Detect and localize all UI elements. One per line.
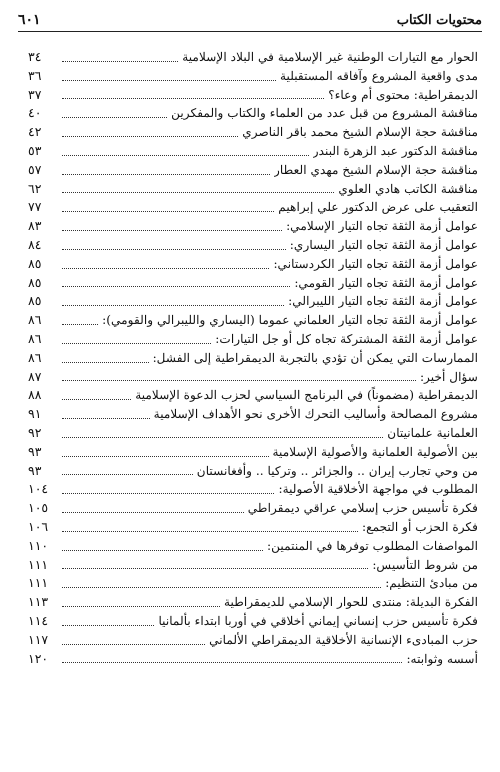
toc-entry-title: الديمقراطية: محتوى أم وعاء؟ bbox=[328, 87, 478, 102]
toc-entry-title: حزب المبادىء الإنسانية الأخلاقية الديمقراطي الألماني bbox=[209, 632, 478, 647]
dot-leader bbox=[62, 276, 290, 287]
toc-entry bbox=[28, 593, 478, 612]
toc-entry-title: فكرة تأسيس حزب إنساني إيماني أخلاقي في أوربا ابتداء بألمانيا bbox=[158, 613, 478, 628]
toc-entry-title: الممارسات التي يمكن أن تؤدي بالتجربة الديمقراطية إلى الفشل: bbox=[152, 350, 478, 365]
toc-entry bbox=[28, 236, 478, 255]
dot-leader bbox=[62, 220, 282, 231]
toc-entry bbox=[28, 349, 478, 368]
header-rule bbox=[18, 31, 482, 32]
dot-leader bbox=[62, 615, 154, 626]
dot-leader bbox=[62, 483, 274, 494]
dot-leader bbox=[62, 577, 381, 588]
toc-entry bbox=[28, 330, 478, 349]
toc-entry-page: ١٠٦ bbox=[28, 518, 49, 534]
header-title: محتويات الكتاب bbox=[396, 13, 482, 28]
toc-entry-page: ٩٣ bbox=[28, 462, 42, 478]
toc-entry bbox=[28, 311, 478, 330]
toc-entry bbox=[28, 104, 478, 123]
toc-entry bbox=[28, 499, 478, 518]
toc-entry bbox=[28, 48, 478, 67]
toc-entry bbox=[28, 255, 478, 274]
dot-leader bbox=[62, 502, 244, 513]
toc-entry bbox=[28, 86, 478, 105]
toc-entry-page: ٨٣ bbox=[28, 218, 42, 234]
toc-entry bbox=[28, 480, 478, 499]
toc-entry bbox=[28, 123, 478, 142]
dot-leader bbox=[62, 333, 211, 344]
toc-entry-page: ١١١ bbox=[28, 556, 49, 572]
toc-entry-page: ١٠٥ bbox=[28, 500, 49, 516]
dot-leader bbox=[62, 70, 276, 81]
toc-entry-page: ٨٥ bbox=[28, 274, 42, 290]
dot-leader bbox=[62, 201, 274, 212]
dot-leader bbox=[62, 464, 193, 475]
toc-entry-title: عوامل أزمة الثقة تجاه التيار الكردستاني: bbox=[273, 256, 478, 271]
dot-leader bbox=[62, 295, 284, 306]
toc-entry bbox=[28, 537, 478, 556]
toc-entry-page: ٥٧ bbox=[28, 161, 42, 177]
toc-entry-page: ٩٣ bbox=[28, 443, 42, 459]
toc-entry-page: ٨٦ bbox=[28, 349, 42, 365]
toc-entry-title: مناقشة الكاتب هادي العلوي bbox=[338, 181, 478, 196]
toc-entry-page: ١١٤ bbox=[28, 612, 49, 628]
toc-entry-title: عوامل أزمة الثقة تجاه التيار الإسلامي: bbox=[286, 219, 478, 234]
toc-entry-title: مناقشة المشروع من قبل عدد من العلماء والكتاب والمفكرين bbox=[171, 106, 478, 121]
toc-entry bbox=[28, 368, 478, 387]
toc-entry-title: مدى واقعية المشروع وآفاقه المستقبلية bbox=[279, 68, 478, 83]
toc-entry-page: ١١٣ bbox=[28, 594, 49, 610]
dot-leader bbox=[62, 88, 324, 99]
toc-entry bbox=[28, 574, 478, 593]
dot-leader bbox=[62, 352, 149, 363]
toc-entry-title: من مبادئ التنظيم: bbox=[385, 576, 478, 591]
toc-entry-title: عوامل أزمة الثقة المشتركة تجاه كل أو جل التيارات: bbox=[215, 331, 478, 346]
toc-entry-title: عوامل أزمة الثقة تجاه التيار القومي: bbox=[294, 275, 478, 290]
toc-entry-page: ٨٧ bbox=[28, 368, 42, 384]
toc-entry bbox=[28, 217, 478, 236]
dot-leader bbox=[62, 164, 270, 175]
toc-entry bbox=[28, 556, 478, 575]
running-header bbox=[18, 6, 482, 28]
toc-entry-page: ٥٣ bbox=[28, 142, 42, 158]
toc-entry-page: ٩٢ bbox=[28, 424, 42, 440]
toc-entry-title: مناقشة الدكتور عبد الزهرة البندر bbox=[312, 143, 478, 158]
toc-entry bbox=[28, 518, 478, 537]
dot-leader bbox=[62, 634, 205, 645]
toc-entry bbox=[28, 612, 478, 631]
toc-entry bbox=[28, 67, 478, 86]
toc-entry bbox=[28, 274, 478, 293]
dot-leader bbox=[62, 408, 150, 419]
toc-entry-title: من وحي تجارب إيران .. والجزائر .. وتركيا .. وأفغانستان bbox=[196, 463, 478, 478]
toc-entry-page: ٨٨ bbox=[28, 387, 42, 403]
toc-entry bbox=[28, 198, 478, 217]
toc-entry-title: التعقيب على عرض الدكتور علي إبراهيم bbox=[278, 200, 478, 215]
toc-entry-title: فكرة تأسيس حزب إسلامي عراقي ديمقراطي bbox=[247, 501, 478, 516]
dot-leader bbox=[62, 126, 238, 137]
toc-entry bbox=[28, 142, 478, 161]
toc-entry-title: المطلوب في مواجهة الأخلاقية الأصولية: bbox=[278, 482, 478, 497]
toc-entry-title: أسسه وثوابته: bbox=[406, 651, 478, 666]
toc-entry bbox=[28, 405, 478, 424]
toc-entry bbox=[28, 443, 478, 462]
header-page-number: ٦٠١ bbox=[18, 12, 41, 28]
dot-leader bbox=[62, 51, 178, 62]
toc-entry-title: مشروع المصالحة وأساليب التحرك الأخرى نحو الأهداف الإسلامية bbox=[153, 407, 478, 422]
toc-entry-title: الفكرة البديلة: منتدى للحوار الإسلامي للديمقراطية bbox=[224, 595, 478, 610]
dot-leader bbox=[62, 596, 220, 607]
dot-leader bbox=[62, 370, 416, 381]
toc-entry-page: ١١٧ bbox=[28, 631, 49, 647]
dot-leader bbox=[62, 521, 358, 532]
toc-entry bbox=[28, 386, 478, 405]
toc-entry-title: عوامل أزمة الثقة تجاه التيار اليساري: bbox=[289, 237, 478, 252]
toc-entry bbox=[28, 631, 478, 650]
toc-entry-page: ٩١ bbox=[28, 406, 42, 422]
toc-entry-page: ٨٤ bbox=[28, 236, 42, 252]
toc-entry-page: ٨٦ bbox=[28, 312, 42, 328]
toc-entry-title: سؤال أخير: bbox=[419, 369, 478, 384]
toc-entry-page: ٨٦ bbox=[28, 330, 42, 346]
toc-entry-page: ١٠٤ bbox=[28, 481, 49, 497]
toc-entry-title: مناقشة حجة الإسلام الشيخ مهدي العطار bbox=[274, 162, 478, 177]
toc-entry-page: ٨٥ bbox=[28, 255, 42, 271]
dot-leader bbox=[62, 652, 402, 663]
toc-entry-title: بين الأصولية العلمانية والأصولية الإسلامية bbox=[272, 444, 478, 459]
toc-entry bbox=[28, 462, 478, 481]
toc-entry bbox=[28, 424, 478, 443]
toc-entry-page: ٣٦ bbox=[28, 67, 42, 83]
toc-entry-page: ٤٠ bbox=[28, 105, 42, 121]
dot-leader bbox=[62, 239, 286, 250]
dot-leader bbox=[62, 182, 334, 193]
dot-leader bbox=[62, 389, 131, 400]
toc-entry-title: المواصفات المطلوب توفرها في المنتمين: bbox=[267, 538, 478, 553]
toc-entry-title: الديمقراطية (مضموناً) في البرنامج السياسي لحزب الدعوة الإسلامية bbox=[135, 388, 478, 403]
toc-entry-page: ١١٠ bbox=[28, 537, 49, 553]
toc-entry-title: عوامل أزمة الثقة تجاه التيار الليبرالي: bbox=[288, 294, 478, 309]
toc-entry bbox=[28, 161, 478, 180]
dot-leader bbox=[62, 107, 167, 118]
toc-entry-title: الحوار مع التيارات الوطنية غير الإسلامية في البلاد الإسلامية bbox=[182, 50, 478, 64]
toc-entry bbox=[28, 180, 478, 199]
dot-leader bbox=[62, 258, 269, 269]
toc-entry-page: ٦٢ bbox=[28, 180, 42, 196]
toc-entry bbox=[28, 292, 478, 311]
dot-leader bbox=[62, 446, 269, 457]
toc-entry-page: ٧٧ bbox=[28, 199, 42, 215]
toc-entry-title: عوامل أزمة الثقة تجاه التيار العلماني عموما (اليساري والليبرالي والقومي): bbox=[102, 313, 478, 328]
toc-entry-page: ٣٤ bbox=[28, 49, 42, 64]
table-of-contents bbox=[28, 48, 478, 668]
toc-entry-title: العلمانية علمانيتان bbox=[387, 425, 478, 440]
dot-leader bbox=[62, 558, 368, 569]
toc-entry-page: ٤٢ bbox=[28, 124, 42, 140]
toc-entry-page: ١١١ bbox=[28, 575, 49, 591]
toc-entry-page: ٣٧ bbox=[28, 86, 42, 102]
dot-leader bbox=[62, 427, 383, 438]
toc-entry bbox=[28, 650, 478, 669]
toc-entry-page: ١٢٠ bbox=[28, 650, 49, 666]
dot-leader bbox=[62, 145, 309, 156]
dot-leader bbox=[62, 314, 98, 325]
toc-entry-title: فكرة الحزب أو التجمع: bbox=[361, 519, 478, 534]
toc-entry-title: مناقشة حجة الإسلام الشيخ محمد باقر الناصري bbox=[242, 125, 478, 140]
toc-entry-title: من شروط التأسيس: bbox=[372, 557, 478, 572]
dot-leader bbox=[62, 540, 263, 551]
toc-entry-page: ٨٥ bbox=[28, 293, 42, 309]
